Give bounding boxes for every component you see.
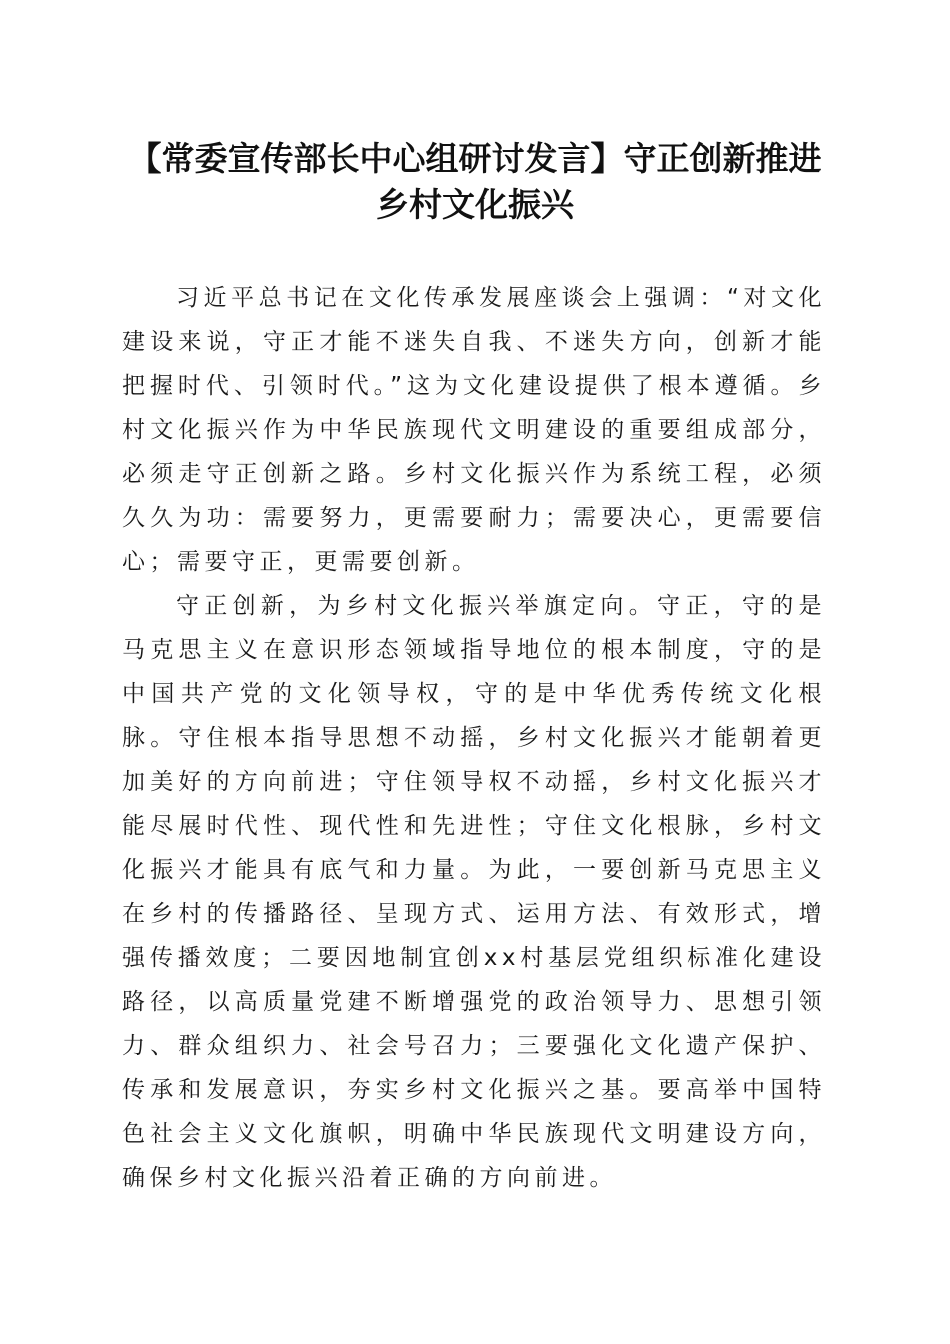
document-body — [122, 276, 826, 1200]
paragraph: 习近平总书记在文化传承发展座谈会上强调：“对文化建设来说，守正才能不迷失自我、不迷失方向，创新才能把握时代、引领时代。”这为文化建设提供了根本遵循。乡村文化振兴作为中华民族现代文明建设的重要组成部分，必须走守正创新之路。乡村文化振兴作为系统工程，必须久久为功：需要努力，更需要耐力；需要决心，更需要信心；需要守正，更需要创新。 — [122, 285, 826, 575]
document-title: 【常委宣传部长中心组研讨发言】守正创新推进乡村文化振兴 — [128, 139, 822, 224]
paragraph: 守正创新，为乡村文化振兴举旗定向。守正，守的是马克思主义在意识形态领域指导地位的根本制度，守的是中国共产党的文化领导权，守的是中华优秀传统文化根脉。守住根本指导思想不动摇，乡村文化振兴才能朝着更加美好的方向前进；守住领导权不动摇，乡村文化振兴才能尽展时代性、现代性和先进性；守住文化根脉，乡村文化振兴才能具有底气和力量。为此，一要创新马克思主义在乡村的传播路径、呈现方式、运用方法、有效形式，增强传播效度；二要因地制宜创xx村基层党组织标准化建设路径，以高质量党建不断增强党的政治领导力、思想引领力、群众组织力、社会号召力；三要强化文化遗产保护、传承和发展意识，夯实乡村文化振兴之基。要高举中国特色社会主义文化旗帜，明确中华民族现代文明建设方向，确保乡村文化振兴沿着正确的方向前进。 — [122, 593, 826, 1191]
